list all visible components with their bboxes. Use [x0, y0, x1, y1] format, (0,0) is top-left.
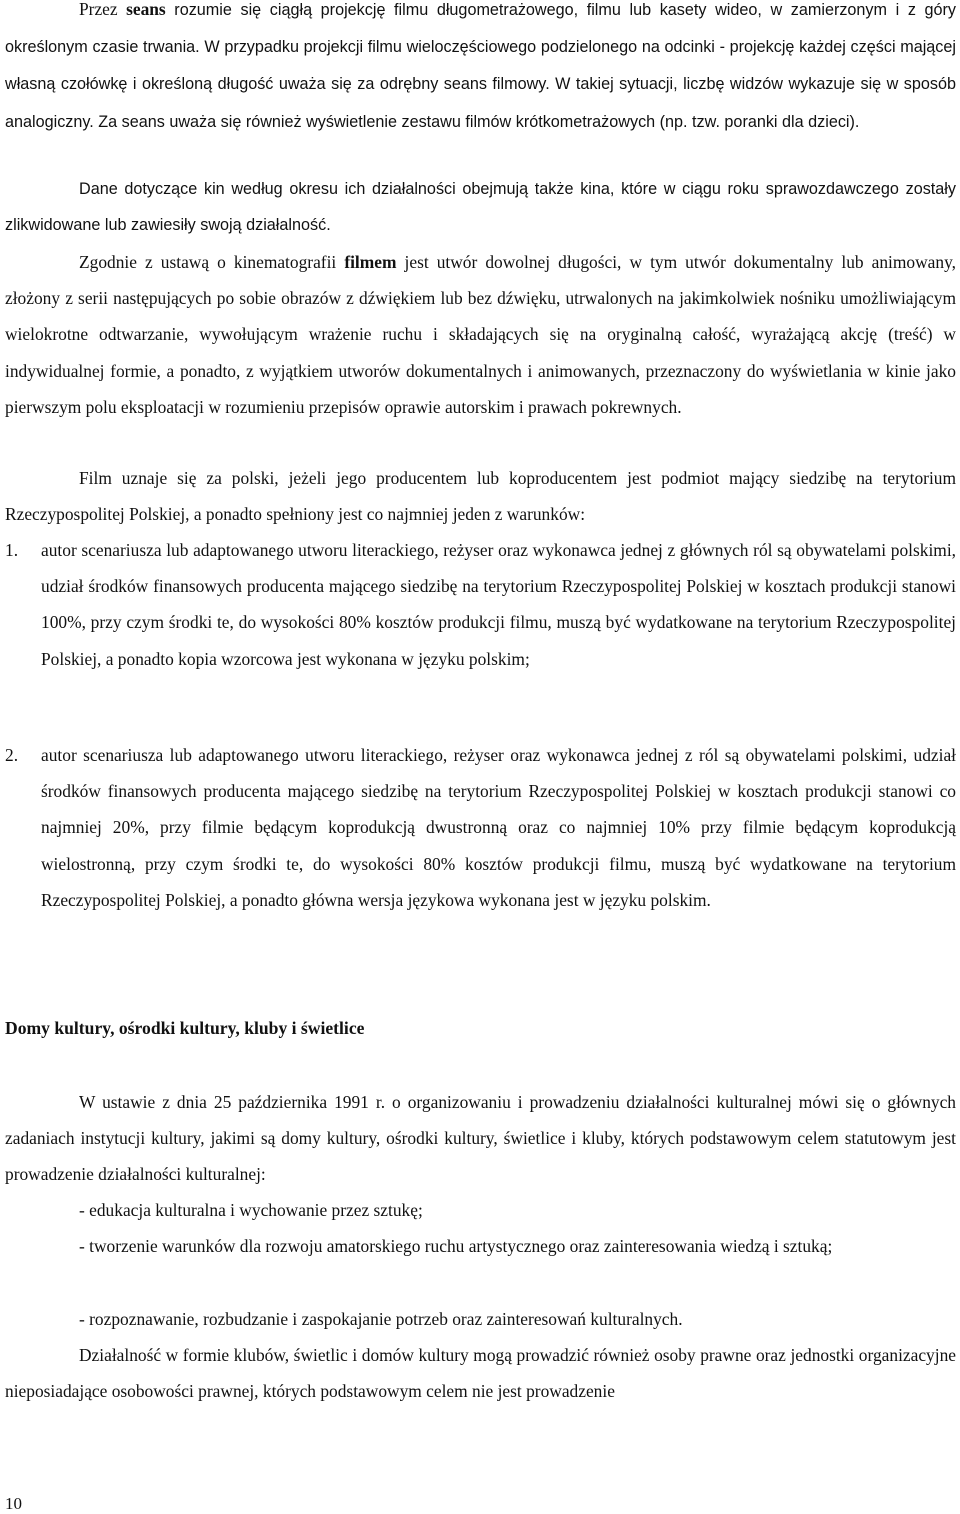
list-text: autor scenariusza lub adaptowanego utworu literackiego, reżyser oraz wykonawca jednej z ról są obywatelami polskimi, udział środków finansowych producenta mającego siedzibę na terytorium Rzeczypospolitej Polskiej w kosztach produkcji stanowi co najmniej 20%, przy filmie będącym koprodukcją dwustronną oraz co najmniej 10% przy filmie będącym koprodukcją wielostronną, przy czym środki te, do wysokości 80% kosztów produkcji filmu, muszą być wydatkowane na terytorium Rzeczypospolitej Polskiej, a ponadto główna wersja językowa wykonana jest w języku polskim. — [41, 745, 956, 910]
paragraph-ustawa — [5, 1084, 956, 1193]
list-number: 2. — [5, 745, 19, 765]
dzialalnosc-text: Działalność w formie klubów, świetlic i domów kultury mogą prowadzić również osoby prawne oraz jednostki organizacyjne nieposiadające osobowości prawnej, których podstawowym celem nie jest prowadzenie — [5, 1345, 956, 1402]
term-filmem: filmem — [344, 252, 397, 272]
dash-item — [5, 1192, 956, 1228]
list-item — [5, 532, 956, 677]
dash-item — [5, 1228, 956, 1264]
film-definition: jest utwór dowolnej długości, w tym utwór dokumentalny lub animowany, złożony z serii następujących po sobie obrazów z dźwiękiem lub bez dźwięku, utrwalonych na jakimkolwiek nośniku umożliwiającym wielokrotne odtwarzanie, wywołującym wrażenie ruchu i składających się na oryginalną całość, wyrażającą akcję (treść) w indywidualnej formie, a ponadto, z wyjątkiem utworów dokumentalnych i animowanych, przeznaczony do wyświetlania w kinie jako pierwszym polu eksploatacji w rozumieniu przepisów oprawie autorskim i prawach pokrewnych. — [5, 252, 956, 417]
paragraph-film-polski — [5, 460, 956, 532]
term-seans: seans — [126, 0, 166, 19]
paragraph-dzialalnosc — [5, 1337, 956, 1409]
paragraph-film-definicja — [5, 244, 956, 425]
list-item — [5, 737, 956, 918]
dash-text: - tworzenie warunków dla rozwoju amatorskiego ruchu artystycznego oraz zainteresowania wiedzą i sztuką; — [79, 1236, 833, 1256]
dash-item — [5, 1301, 956, 1337]
ustawa-text: W ustawie z dnia 25 października 1991 r. o organizowaniu i prowadzeniu działalności kulturalnej mówi się o głównych zadaniach instytucji kultury, jakimi są domy kultury, ośrodki kultury, świetlice i kluby, których podstawowym celem statutowym jest prowadzenie działalności kulturalnej: — [5, 1092, 956, 1185]
dash-text: - rozpoznawanie, rozbudzanie i zaspokajanie potrzeb oraz zainteresowań kulturalnych. — [79, 1309, 683, 1329]
film-polski-text: Film uznaje się za polski, jeżeli jego producentem lub koproducentem jest podmiot mający siedzibę na terytorium Rzeczypospolitej Polskiej, a ponadto spełniony jest co najmniej jeden z warunków: — [5, 468, 956, 525]
list-number: 1. — [5, 540, 19, 560]
dash-text: - edukacja kulturalna i wychowanie przez sztukę; — [79, 1200, 423, 1220]
film-intro: Zgodnie z ustawą o kinematografii — [79, 252, 345, 272]
seans-intro: Przez — [79, 0, 127, 19]
paragraph-seans — [5, 0, 956, 140]
paragraph-kina-dzialalnosc — [5, 171, 956, 243]
list-text: autor scenariusza lub adaptowanego utworu literackiego, reżyser oraz wykonawca jednej z głównych ról są obywatelami polskimi, udział środków finansowych producenta mającego siedzibę na terytorium Rzeczypospolitej Polskiej w kosztach produkcji stanowi 100%, przy czym środki te, do wysokości 80% kosztów produkcji filmu, muszą być wydatkowane na terytorium Rzeczypospolitej Polskiej, a ponadto kopia wzorcowa jest wykonana w języku polskim; — [41, 540, 956, 669]
seans-definition: rozumie się ciągłą projekcję filmu długometrażowego, filmu lub kasety wideo, w zamierzonym i z góry określonym czasie trwania. W przypadku projekcji filmu wieloczęściowego podzielonego na odcinki - projekcję każdej części mającej własną czołówkę i określoną długość uważa się za odrębny seans filmowy. W takiej sytuacji, liczbę widzów wykazuje się w sposób analogiczny. Za seans uważa się również wyświetlenie zestawu filmów krótkometrażowych (np. tzw. poranki dla dzieci). — [5, 1, 957, 131]
section-heading: Domy kultury, ośrodki kultury, kluby i świetlice — [5, 1018, 365, 1038]
page-number: 10 — [5, 1494, 22, 1513]
kina-text: Dane dotyczące kin według okresu ich działalności obejmują także kina, które w ciągu roku sprawozdawczego zostały zlikwidowane lub zawiesiły swoją działalność. — [5, 180, 956, 235]
